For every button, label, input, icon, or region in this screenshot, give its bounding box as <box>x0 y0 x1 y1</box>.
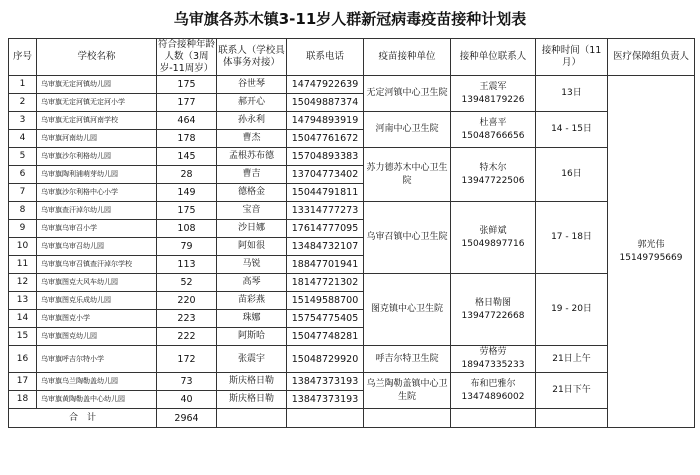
unit-contact-name: 特木尔 <box>479 162 507 173</box>
cell-seq: 17 <box>9 373 37 391</box>
cell-unit: 乌兰陶勒盖镇中心卫生院 <box>364 373 451 409</box>
unit-contact-name: 劳格劳 <box>479 347 507 357</box>
cell-school: 乌审旗乌审召幼儿园 <box>37 238 157 256</box>
header-contact: 联系人（学校具体事务对接） <box>217 39 287 76</box>
total-empty-contact <box>217 409 287 428</box>
cell-phone: 14747922639 <box>287 76 364 94</box>
cell-time: 14 - 15日 <box>536 112 608 148</box>
cell-seq: 11 <box>9 256 37 274</box>
cell-phone: 15047761672 <box>287 130 364 148</box>
unit-contact-name: 布和巴雅尔 <box>470 378 516 389</box>
cell-school: 乌审旗无定河镇无定河小学 <box>37 94 157 112</box>
cell-school: 乌审旗无定河镇幼儿园 <box>37 76 157 94</box>
cell-contact: 曹吉 <box>217 166 287 184</box>
cell-seq: 9 <box>9 220 37 238</box>
cell-contact: 高琴 <box>217 274 287 292</box>
cell-seq: 6 <box>9 166 37 184</box>
cell-contact: 阿如很 <box>217 238 287 256</box>
cell-school: 乌审旗呼吉尔特小学 <box>37 346 157 373</box>
total-empty-phone <box>287 409 364 428</box>
cell-school: 乌审旗图克小学 <box>37 310 157 328</box>
cell-phone: 15049887374 <box>287 94 364 112</box>
unit-contact-phone: 13948179226 <box>461 94 525 105</box>
unit-contact-phone: 15048766656 <box>461 130 525 141</box>
cell-phone: 15754775405 <box>287 310 364 328</box>
cell-unit-contact <box>451 346 536 373</box>
cell-unit-contact <box>451 148 536 202</box>
cell-count: 79 <box>157 238 217 256</box>
cell-contact: 斯庆格日勒 <box>217 391 287 409</box>
header-row <box>9 39 695 76</box>
cell-unit-contact <box>451 202 536 274</box>
cell-seq: 15 <box>9 328 37 346</box>
total-empty-unit <box>364 409 451 428</box>
cell-seq: 7 <box>9 184 37 202</box>
total-count: 2964 <box>157 409 217 428</box>
cell-phone: 18147721302 <box>287 274 364 292</box>
cell-school: 乌审旗图克大风车幼儿园 <box>37 274 157 292</box>
cell-time: 21日上午 <box>536 346 608 373</box>
unit-contact-phone: 18947335233 <box>461 360 525 370</box>
cell-count: 175 <box>157 76 217 94</box>
table-row <box>9 112 695 130</box>
cell-seq: 4 <box>9 130 37 148</box>
cell-time: 17 - 18日 <box>536 202 608 274</box>
cell-phone: 15704893383 <box>287 148 364 166</box>
cell-count: 222 <box>157 328 217 346</box>
header-school: 学校名称 <box>37 39 157 76</box>
cell-count: 108 <box>157 220 217 238</box>
cell-unit: 呼吉尔特卫生院 <box>364 346 451 373</box>
header-count: 符合接种年龄人数（3周岁-11周岁） <box>157 39 215 74</box>
cell-contact: 郝开心 <box>217 94 287 112</box>
cell-unit: 无定河镇中心卫生院 <box>364 76 451 112</box>
cell-phone: 13484732107 <box>287 238 364 256</box>
cell-phone: 13704773402 <box>287 166 364 184</box>
cell-seq: 8 <box>9 202 37 220</box>
cell-phone: 15044791811 <box>287 184 364 202</box>
cell-count: 113 <box>157 256 217 274</box>
cell-seq: 18 <box>9 391 37 409</box>
medical-phone: 15149795669 <box>619 252 683 263</box>
cell-time: 19 - 20日 <box>536 274 608 346</box>
header-phone: 联系电话 <box>287 39 364 76</box>
cell-contact: 孙永利 <box>217 112 287 130</box>
cell-contact: 孟根苏布德 <box>217 148 287 166</box>
cell-seq: 5 <box>9 148 37 166</box>
header-unit: 疫苗接种单位 <box>364 39 451 76</box>
cell-phone: 15149588700 <box>287 292 364 310</box>
cell-contact: 宝音 <box>217 202 287 220</box>
cell-school: 乌审旗陶利浦萌芽幼儿园 <box>37 166 157 184</box>
cell-seq: 16 <box>9 346 37 373</box>
cell-time: 21日下午 <box>536 373 608 409</box>
cell-seq: 10 <box>9 238 37 256</box>
cell-unit-contact <box>451 112 536 148</box>
cell-unit-contact <box>451 373 536 409</box>
unit-contact-phone: 13947722668 <box>461 310 525 321</box>
cell-school: 乌审旗图克乐成幼儿园 <box>37 292 157 310</box>
cell-time: 16日 <box>536 148 608 202</box>
cell-contact: 斯庆格日勒 <box>217 373 287 391</box>
cell-count: 149 <box>157 184 217 202</box>
cell-unit: 苏力德苏木中心卫生院 <box>364 148 451 202</box>
cell-phone: 18847701941 <box>287 256 364 274</box>
cell-school: 乌审旗乌审召镇查汗淖尔学校 <box>37 256 157 274</box>
header-unit-contact: 接种单位联系人 <box>451 39 536 76</box>
cell-seq: 2 <box>9 94 37 112</box>
cell-count: 52 <box>157 274 217 292</box>
cell-phone: 13847373193 <box>287 373 364 391</box>
total-label: 合 计 <box>9 409 157 428</box>
cell-phone: 13314777273 <box>287 202 364 220</box>
unit-contact-name: 张鲜斌 <box>479 225 507 236</box>
cell-school: 乌审旗乌审召小学 <box>37 220 157 238</box>
cell-count: 177 <box>157 94 217 112</box>
cell-count: 172 <box>157 346 217 373</box>
table-row <box>9 148 695 166</box>
unit-contact-phone: 13474896002 <box>461 391 525 402</box>
cell-contact: 马锐 <box>217 256 287 274</box>
cell-school: 乌审旗河南幼儿园 <box>37 130 157 148</box>
cell-contact: 曹杰 <box>217 130 287 148</box>
cell-phone: 15047748281 <box>287 328 364 346</box>
table-row <box>9 274 695 292</box>
cell-school: 乌审旗黄陶勒盖中心幼儿园 <box>37 391 157 409</box>
cell-count: 40 <box>157 391 217 409</box>
total-empty-unit-contact <box>451 409 536 428</box>
cell-count: 175 <box>157 202 217 220</box>
total-empty-time <box>536 409 608 428</box>
cell-count: 28 <box>157 166 217 184</box>
cell-contact: 苗彩燕 <box>217 292 287 310</box>
cell-count: 220 <box>157 292 217 310</box>
unit-contact-name: 格日勒图 <box>474 297 511 308</box>
cell-school: 乌审旗乌兰陶勒盖幼儿园 <box>37 373 157 391</box>
total-row <box>9 409 695 428</box>
cell-contact: 德格金 <box>217 184 287 202</box>
cell-unit-contact <box>451 76 536 112</box>
cell-unit: 河南中心卫生院 <box>364 112 451 148</box>
cell-seq: 13 <box>9 292 37 310</box>
table-row <box>9 373 695 391</box>
unit-contact-name: 杜喜平 <box>479 117 507 128</box>
cell-phone: 15048729920 <box>287 346 364 373</box>
cell-school: 乌审旗图克幼儿园 <box>37 328 157 346</box>
cell-seq: 12 <box>9 274 37 292</box>
unit-contact-phone: 15049897716 <box>461 238 525 249</box>
cell-school: 乌审旗无定河镇河南学校 <box>37 112 157 130</box>
cell-school: 乌审旗沙尔利格幼儿园 <box>37 148 157 166</box>
cell-count: 73 <box>157 373 217 391</box>
header-medical: 医疗保障组负责人 <box>608 39 695 76</box>
cell-contact: 阿斯哈 <box>217 328 287 346</box>
cell-count: 145 <box>157 148 217 166</box>
cell-phone: 17614777095 <box>287 220 364 238</box>
cell-seq: 14 <box>9 310 37 328</box>
cell-contact: 沙日娜 <box>217 220 287 238</box>
vaccination-plan-table <box>8 38 695 428</box>
header-time: 接种时间（11月） <box>536 39 608 76</box>
cell-phone: 14794893919 <box>287 112 364 130</box>
cell-contact: 珠娜 <box>217 310 287 328</box>
cell-count: 223 <box>157 310 217 328</box>
cell-count: 178 <box>157 130 217 148</box>
medical-name: 郭光伟 <box>637 239 665 250</box>
table-row <box>9 202 695 220</box>
cell-unit-contact <box>451 274 536 346</box>
header-seq: 序号 <box>9 39 37 76</box>
cell-time: 13日 <box>536 76 608 112</box>
table-row <box>9 76 695 94</box>
cell-school: 乌审旗查汗淖尔幼儿园 <box>37 202 157 220</box>
cell-unit: 乌审召镇中心卫生院 <box>364 202 451 274</box>
unit-contact-name: 王震军 <box>479 81 507 92</box>
cell-seq: 3 <box>9 112 37 130</box>
cell-medical <box>608 76 695 428</box>
unit-contact-phone: 13947722506 <box>461 175 525 186</box>
table-row <box>9 346 695 373</box>
cell-unit: 图克镇中心卫生院 <box>364 274 451 346</box>
cell-phone: 13847373193 <box>287 391 364 409</box>
cell-contact: 张震宇 <box>217 346 287 373</box>
cell-seq: 1 <box>9 76 37 94</box>
page-title: 乌审旗各苏木镇3-11岁人群新冠病毒疫苗接种计划表 <box>173 10 527 28</box>
cell-contact: 谷世琴 <box>217 76 287 94</box>
cell-school: 乌审旗沙尔利格中心小学 <box>37 184 157 202</box>
cell-count: 464 <box>157 112 217 130</box>
